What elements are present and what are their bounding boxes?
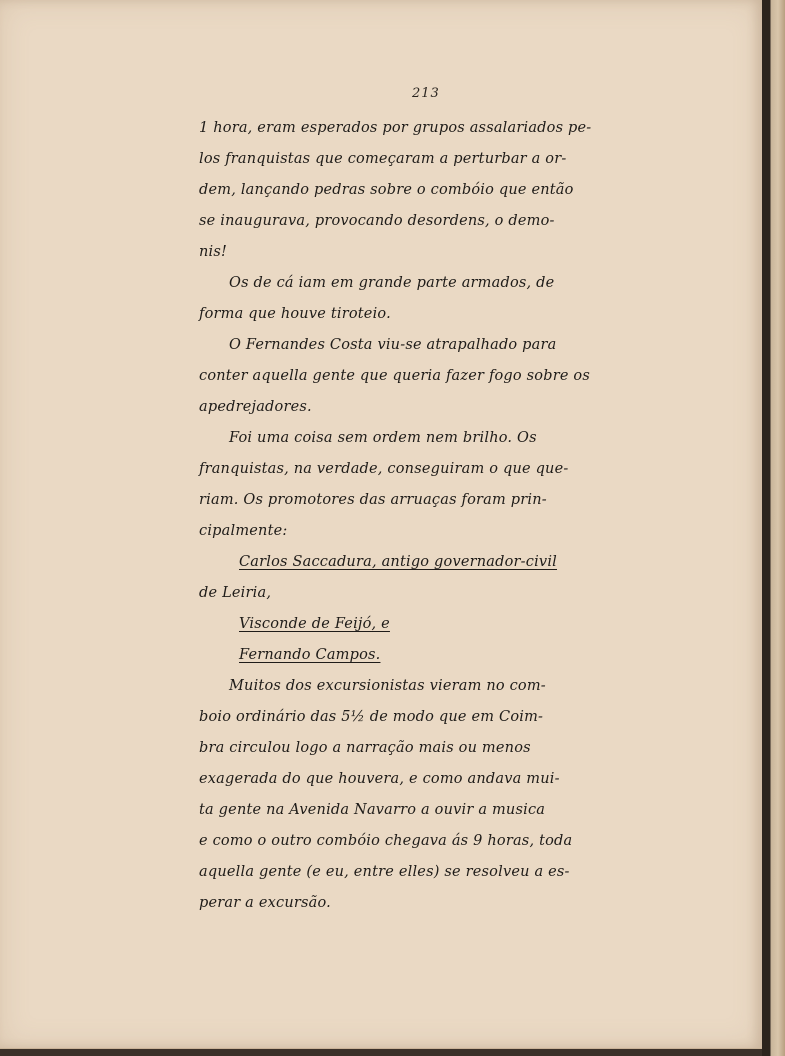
next-page-edge bbox=[762, 0, 785, 1056]
text-line: O Fernandes Costa viu-se atrapalhado para bbox=[229, 337, 557, 353]
handwritten-text bbox=[199, 113, 699, 919]
text-line-name: Fernando Campos. bbox=[239, 647, 381, 663]
text-line: boio ordinário das 5½ de modo que em Coim- bbox=[199, 709, 544, 725]
text-line: bra circulou logo a narração mais ou menos bbox=[199, 740, 531, 756]
text-line: conter aquella gente que queria fazer fogo sobre os bbox=[199, 368, 591, 384]
page-number: 213 bbox=[412, 86, 440, 101]
text-line: de Leiria, bbox=[199, 585, 272, 601]
text-line: Foi uma coisa sem ordem nem brilho. Os bbox=[229, 430, 537, 446]
text-line: exagerada do que houvera, e como andava mui- bbox=[199, 771, 560, 787]
text-line-name: Visconde de Feijó, e bbox=[239, 616, 390, 632]
text-line: riam. Os promotores das arruaças foram prin- bbox=[199, 492, 547, 508]
text-line: 1 hora, eram esperados por grupos assalariados pe- bbox=[199, 120, 592, 136]
text-line: franquistas, na verdade, conseguiram o que que- bbox=[199, 461, 569, 477]
text-line: nis! bbox=[199, 244, 228, 260]
text-line: apedrejadores. bbox=[199, 399, 312, 415]
text-line-name: Carlos Saccadura, antigo governador-civil bbox=[239, 554, 558, 570]
text-line: e como o outro combóio chegava ás 9 horas, toda bbox=[199, 833, 573, 849]
text-line: Os de cá iam em grande parte armados, de bbox=[229, 275, 555, 291]
text-line: forma que houve tiroteio. bbox=[199, 306, 391, 322]
text-line: se inaugurava, provocando desordens, o demo- bbox=[199, 213, 555, 229]
text-line: perar a excursão. bbox=[199, 895, 331, 911]
text-line: cipalmente: bbox=[199, 523, 288, 539]
text-line: Muitos dos excursionistas vieram no com- bbox=[229, 678, 546, 694]
text-line: ta gente na Avenida Navarro a ouvir a musica bbox=[199, 802, 546, 818]
text-line: los franquistas que começaram a perturbar a or- bbox=[199, 151, 567, 167]
text-line: aquella gente (e eu, entre elles) se resolveu a es- bbox=[199, 864, 570, 880]
text-line: dem, lançando pedras sobre o combóio que então bbox=[199, 182, 574, 198]
